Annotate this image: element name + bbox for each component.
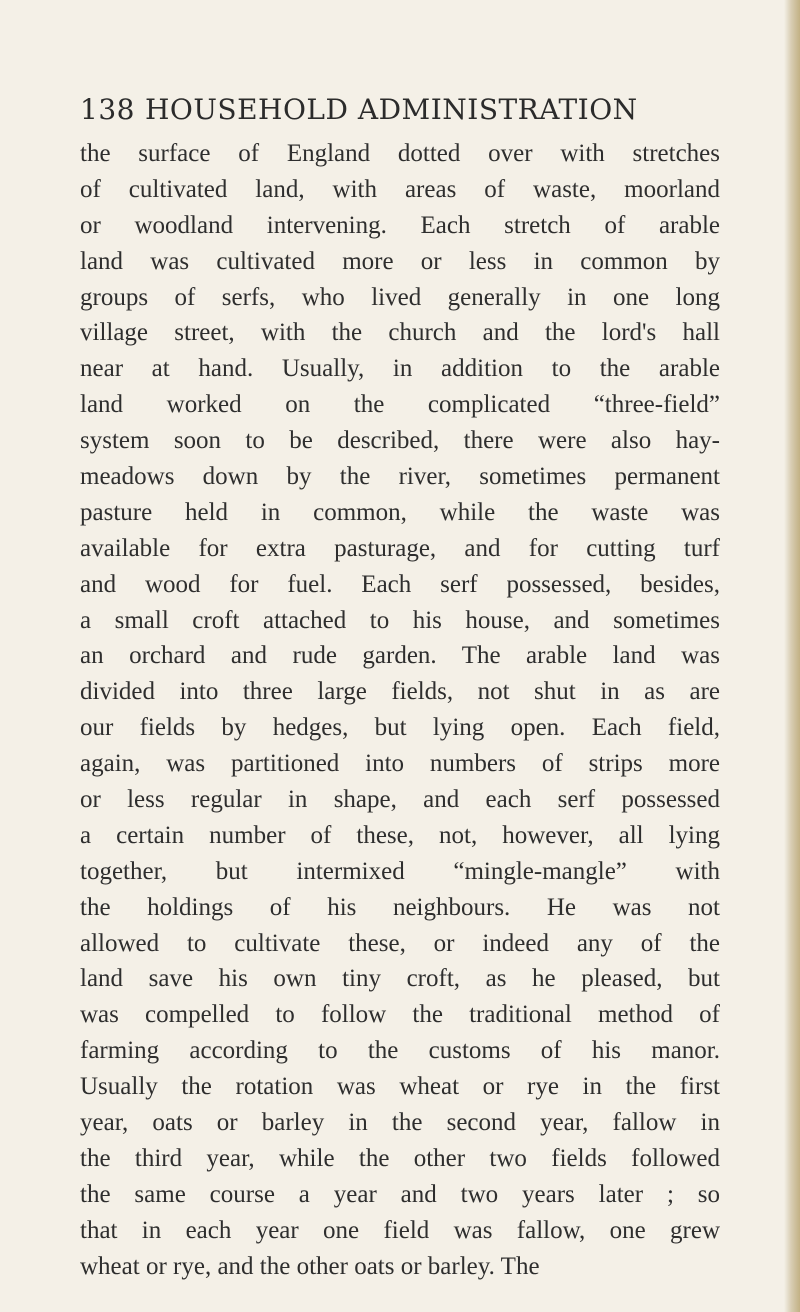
text-line: an orchard and rude garden. The arable land was [80,642,720,670]
running-header [80,90,680,130]
text-line: of cultivated land, with areas of waste, moorland [80,175,720,203]
text-line: allowed to cultivate these, or indeed any of the [80,929,720,957]
text-line: or less regular in shape, and each serf possessed [80,786,720,814]
text-line: land was cultivated more or less in common by [80,247,720,275]
text-line: groups of serfs, who lived generally in one long [80,283,720,311]
text-line: Usually the rotation was wheat or rye in the first [80,1073,720,1101]
text-line: or woodland intervening. Each stretch of arable [80,211,720,239]
text-line: village street, with the church and the lord's hall [80,319,720,347]
text-line: pasture held in common, while the waste was [80,498,720,526]
text-line: and wood for fuel. Each serf possessed, besides, [80,570,720,598]
text-line: year, oats or barley in the second year, fallow in [80,1109,720,1137]
text-line: that in each year one field was fallow, one grew [80,1216,720,1244]
text-line: land worked on the complicated “three-field” [80,391,720,419]
text-line: a certain number of these, not, however, all lying [80,821,720,849]
text-line: a small croft attached to his house, and sometimes [80,606,720,634]
text-line: the holdings of his neighbours. He was not [80,893,720,921]
text-line: the surface of England dotted over with stretches [80,140,720,167]
text-line: the third year, while the other two fields followed [80,1144,720,1172]
text-line: our fields by hedges, but lying open. Each field, [80,714,720,742]
text-line: wheat or rye, and the other oats or barley. The [80,1252,540,1280]
text-line: divided into three large fields, not shut in as are [80,678,720,706]
text-line: was compelled to follow the traditional method of [80,1001,720,1029]
text-line: together, but intermixed “mingle-mangle” with [80,857,720,885]
body-text [80,136,720,1285]
page-edge-shadow [784,0,800,1312]
running-title: HOUSEHOLD ADMINISTRATION [144,93,638,126]
text-line: the same course a year and two years later ; so [80,1180,720,1208]
text-line: meadows down by the river, sometimes permanent [80,463,720,491]
text-line: near at hand. Usually, in addition to the arable [80,355,720,383]
text-line: again, was partitioned into numbers of strips more [80,750,720,778]
text-line: system soon to be described, there were also hay- [80,427,720,455]
text-line: available for extra pasturage, and for cutting turf [80,534,720,562]
text-line: farming according to the customs of his manor. [80,1037,720,1065]
page-number: 138 [80,93,135,126]
text-line: land save his own tiny croft, as he pleased, but [80,965,720,993]
